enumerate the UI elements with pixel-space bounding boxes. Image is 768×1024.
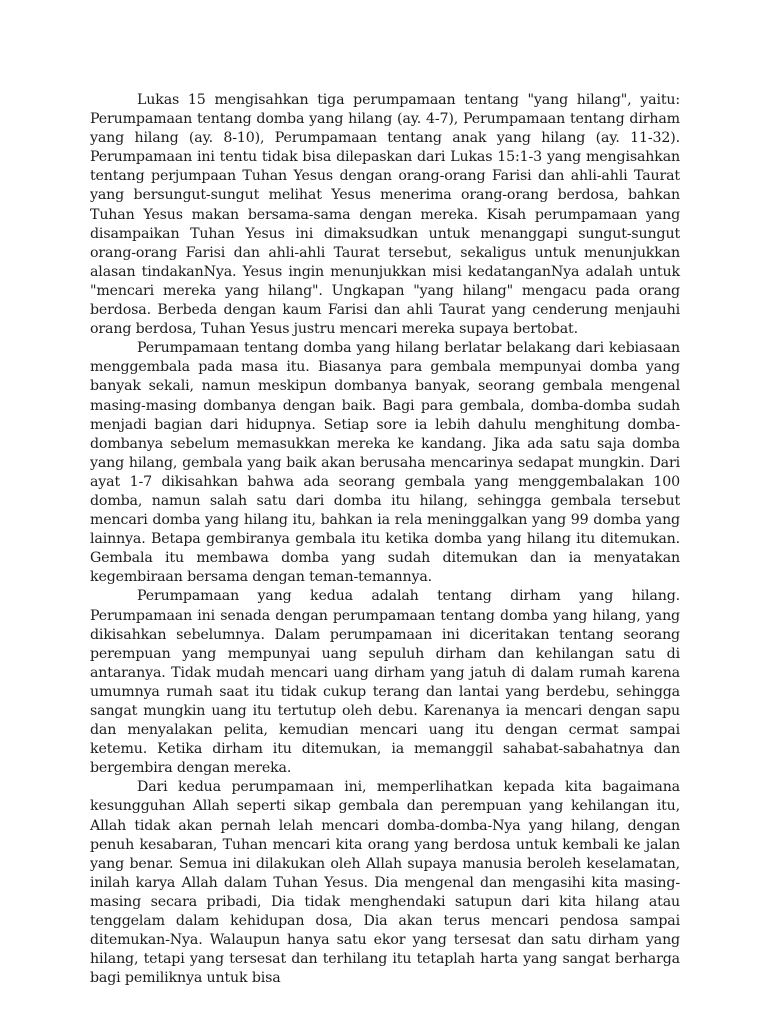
paragraph-conclusion: Dari kedua perumpamaan ini, memperlihatkan kepada kita bagaimana kesungguhan Allah seperti sikap gembala dan perempuan yang kehilangan itu, Allah tidak akan pernah lelah mencari domba-domba-Nya yang hilang, dengan penuh kesabaran, Tuhan mencari kita orang yang berdosa untuk kembali ke jalan yang benar. Semua ini dilakukan oleh Allah supaya manusia beroleh keselamatan, inilah karya Allah dalam Tuhan Yesus. Dia mengenal dan mengasihi kita masing-masing secara pribadi, Dia tidak menghendaki satupun dari kita hilang atau tenggelam dalam kehidupan dosa, Dia akan terus mencari pendosa sampai ditemukan-Nya. Walaupun hanya satu ekor yang tersesat dan satu dirham yang hilang, tetapi yang tersesat dan terhilang itu tetaplah harta yang sangat berharga bagi pemiliknya untuk bisa bbox=[90, 779, 680, 987]
paragraph-intro: Lukas 15 mengisahkan tiga perumpamaan tentang "yang hilang", yaitu: Perumpamaan tentang domba yang hilang (ay. 4-7), Perumpamaan tentang dirham yang hilang (ay. 8-10), Perumpamaan tentang anak yang hilang (ay. 11-32). Perumpamaan ini tentu tidak bisa dilepaskan dari Lukas 15:1-3 yang mengisahkan tentang perjumpaan Tuhan Yesus dengan orang-orang Farisi dan ahli-ahli Taurat yang bersungut-sungut melihat Yesus menerima orang-orang berdosa, bahkan Tuhan Yesus makan bersama-sama dengan mereka. Kisah perumpamaan yang disampaikan Tuhan Yesus ini dimaksudkan untuk menanggapi sungut-sungut orang-orang Farisi dan ahli-ahli Taurat tersebut, sekaligus untuk menunjukkan alasan tindakanNya. Yesus ingin menunjukkan misi kedatanganNya adalah untuk "mencari mereka yang hilang". Ungkapan "yang hilang" mengacu pada orang berdosa. Berbeda dengan kaum Farisi dan ahli Taurat yang cenderung menjauhi orang berdosa, Tuhan Yesus justru mencari mereka supaya bertobat. bbox=[90, 92, 680, 338]
paragraph-lost-coin: Perumpamaan yang kedua adalah tentang dirham yang hilang. Perumpamaan ini senada dengan perumpamaan tentang domba yang hilang, yang dikisahkan sebelumnya. Dalam perumpamaan ini diceritakan tentang seorang perempuan yang mempunyai uang sepuluh dirham dan kehilangan satu di antaranya. Tidak mudah mencari uang dirham yang jatuh di dalam rumah karena umumnya rumah saat itu tidak cukup terang dan lantai yang berdebu, sehingga sangat mungkin uang itu tertutup oleh debu. Karenanya ia mencari dengan sapu dan menyalakan pelita, kemudian mencari uang itu dengan cermat sampai ketemu. Ketika dirham itu ditemukan, ia memanggil sahabat-sabahatnya dan bergembira dengan mereka. bbox=[90, 588, 680, 777]
paragraph-lost-sheep: Perumpamaan tentang domba yang hilang berlatar belakang dari kebiasaan menggembala pada masa itu. Biasanya para gembala mempunyai domba yang banyak sekali, namun meskipun dombanya banyak, seorang gembala mengenal masing-masing dombanya dengan baik. Bagi para gembala, domba-domba sudah menjadi bagian dari hidupnya. Setiap sore ia lebih dahulu menghitung domba-dombanya sebelum memasukkan mereka ke kandang. Jika ada satu saja domba yang hilang, gembala yang baik akan berusaha mencarinya sedapat mungkin. Dari ayat 1-7 dikisahkan bahwa ada seorang gembala yang menggembalakan 100 domba, namun salah satu dari domba itu hilang, sehingga gembala tersebut mencari domba yang hilang itu, bahkan ia rela meninggalkan yang 99 domba yang lainnya. Betapa gembiranya gembala itu ketika domba yang hilang itu ditemukan. Gembala itu membawa domba yang sudah ditemukan dan ia menyatakan kegembiraan bersama dengan teman-temannya. bbox=[90, 340, 680, 586]
document-page bbox=[90, 91, 680, 988]
